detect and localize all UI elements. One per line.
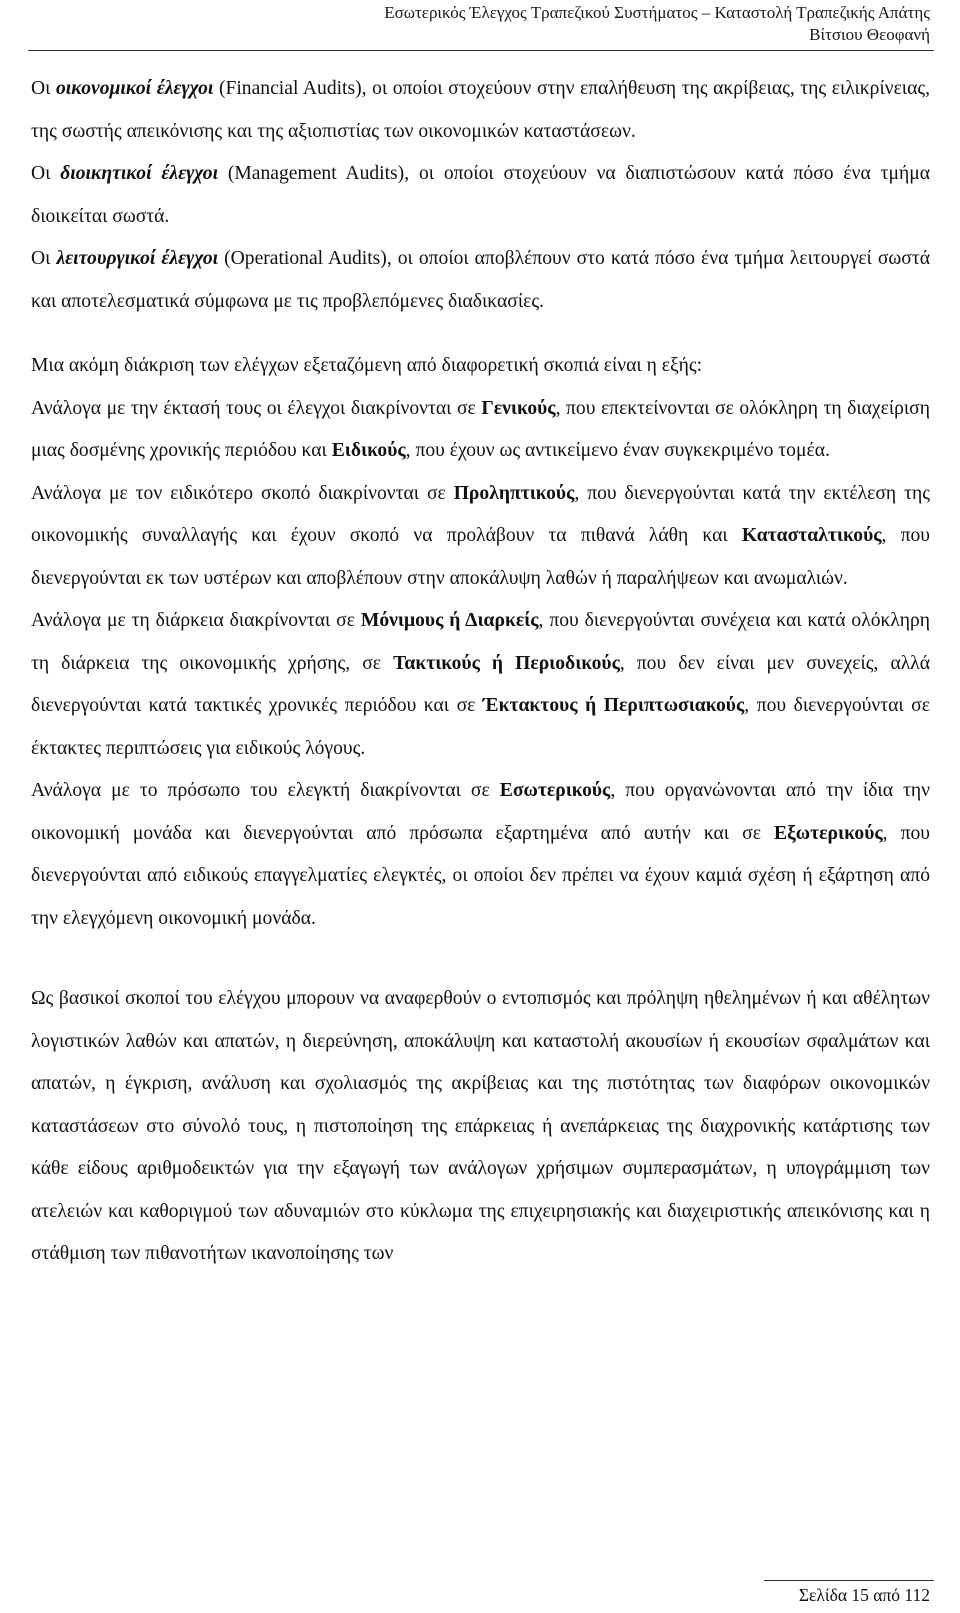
text-run: , που διενεργούνται συνέχεια και κατά ολόκληρη τη διάρκεια της οικονομικής χρήσης, σε [31, 610, 930, 674]
paragraph [31, 238, 930, 323]
header-divider [28, 50, 934, 51]
paragraph [31, 770, 930, 940]
text-run: Οι [31, 163, 61, 184]
page-number: Σελίδα 15 από 112 [798, 1585, 930, 1605]
emphasized-term: Μόνιμους ή Διαρκείς [360, 610, 539, 631]
text-run: , που διενεργούνται σε έκτακτες περιπτώσεις για ειδικούς λόγους. [31, 695, 930, 759]
text-run: Ανάλογα με την έκτασή τους οι έλεγχοι διακρίνονται σε [31, 397, 482, 419]
paragraph [31, 388, 930, 473]
text-run: , που δεν είναι μεν συνεχείς, αλλά διενεργούνται κατά τακτικές χρονικές περιόδου και σε [31, 652, 930, 716]
text-run: , που διενεργούνται από ειδικούς επαγγελματίες ελεγκτές, οι οποίοι δεν πρέπει να έχουν καμιά σχέση ή εξάρτηση από την ελεγχόμενη οικονομική μονάδα. [31, 822, 930, 929]
text-run: , που οργανώνονται από την ίδια την οικονομική μονάδα και διενεργούνται από πρόσωπα εξαρτημένα από αυτήν και σε [31, 780, 930, 844]
text-run: Ανάλογα με τον ειδικότερο σκοπό διακρίνονται σε [31, 482, 454, 504]
text-run: (Management Audits), οι οποίοι στοχεύουν να διαπιστώσουν κατά πόσο ένα τμήμα διοικείται σωστά. [31, 163, 930, 227]
emphasized-term: διοικητικοί έλεγχοι [60, 163, 219, 184]
paragraph [31, 68, 930, 153]
paragraph [31, 153, 930, 238]
text-run: , που διενεργούνται κατά την εκτέλεση της οικονομικής συναλλαγής και έχουν σκοπό να προλάβουν τα πιθανά λάθη και [31, 482, 930, 546]
text-run: Οι [31, 78, 56, 99]
text-run: Ανάλογα με τη διάρκεια διακρίνονται σε [31, 610, 361, 631]
emphasized-term: Κατασταλτικούς [741, 525, 882, 546]
paragraph [31, 473, 930, 601]
text-run: , που επεκτείνονται σε ολόκληρη τη διαχείριση μιας δοσμένης χρονικής περιόδου και [31, 397, 930, 461]
emphasized-term: Τακτικούς ή Περιοδικούς [393, 652, 620, 674]
text-run: , που διενεργούνται εκ των υστέρων και αποβλέπουν στην αποκάλυψη λαθών ή παραλήψεων και ανωμαλιών. [31, 525, 930, 589]
text-run: Ανάλογα με το πρόσωπο του ελεγκτή διακρίνονται σε [31, 780, 500, 801]
emphasized-term: Ειδικούς [331, 440, 406, 461]
document-body [31, 68, 930, 1276]
text-run: , που έχουν ως αντικείμενο έναν συγκεκριμένο τομέα. [405, 440, 830, 461]
text-run: (Financial Audits), οι οποίοι στοχεύουν στην επαλήθευση της ακρίβειας, της ειλικρίνειας, της σωστής απεικόνισης και της αξιοπιστίας των οικονομικών καταστάσεων. [31, 78, 930, 142]
paragraph [31, 345, 930, 388]
emphasized-term: Προληπτικούς [453, 482, 575, 504]
text-run: (Operational Audits), οι οποίοι αποβλέπουν στο κατά πόσο ένα τμήμα λειτουργεί σωστά και αποτελεσματικά σύμφωνα με τις προβλεπόμενες διαδικασίες. [31, 248, 930, 312]
emphasized-term: Έκτακτους ή Περιπτωσιακούς [482, 695, 745, 716]
emphasized-term: Εσωτερικούς [499, 780, 611, 801]
emphasized-term: Γενικούς [481, 397, 556, 419]
text-run: Μια ακόμη διάκριση των ελέγχων εξεταζόμενη από διαφορετική σκοπιά είναι η εξής: [31, 355, 703, 376]
running-header [384, 2, 930, 46]
emphasized-term: λειτουργικοί έλεγχοι [56, 248, 219, 269]
paragraph [31, 600, 930, 770]
emphasized-term: οικονομικοί έλεγχοι [56, 78, 214, 99]
paragraph [31, 978, 930, 1276]
emphasized-term: Εξωτερικούς [774, 822, 883, 844]
header-author: Βίτσιου Θεοφανή [809, 25, 930, 44]
header-title: Εσωτερικός Έλεγχος Τραπεζικού Συστήματος – Καταστολή Τραπεζικής Απάτης [384, 3, 930, 22]
footer-divider [764, 1580, 934, 1581]
text-run: Οι [31, 248, 57, 269]
text-run: Ως βασικοί σκοποί του ελέγχου μπορουν να αναφερθούν ο εντοπισμός και πρόληψη ηθελημένων ή και αθέλητων λογιστικών λαθών και απατών, η διερεύνηση, αποκάλυψη και καταστολή ακουσίων ή εκουσίων σφαλμάτων και απατών, η έγκριση, ανάλυση και σχολιασμός της ακρίβειας και της πιστότητας των διαφόρων οικονομικών καταστάσεων στο σύνολό τους, η πιστοποίηση της επάρκειας ή ανεπάρκειας της διαχρονικής κατάρτισης των κάθε είδους αριθμοδεικτών για την εξαγωγή των ανάλογων χρήσιμων συμπερασμάτων, η υπογράμμιση των ατελειών και καθοριγμού των αδυναμιών στο κύκλωμα της επιχειρησιακής και διαχειριστικής απεικόνισης και η στάθμιση των πιθανοτήτων ικανοποίησης των [31, 988, 930, 1264]
